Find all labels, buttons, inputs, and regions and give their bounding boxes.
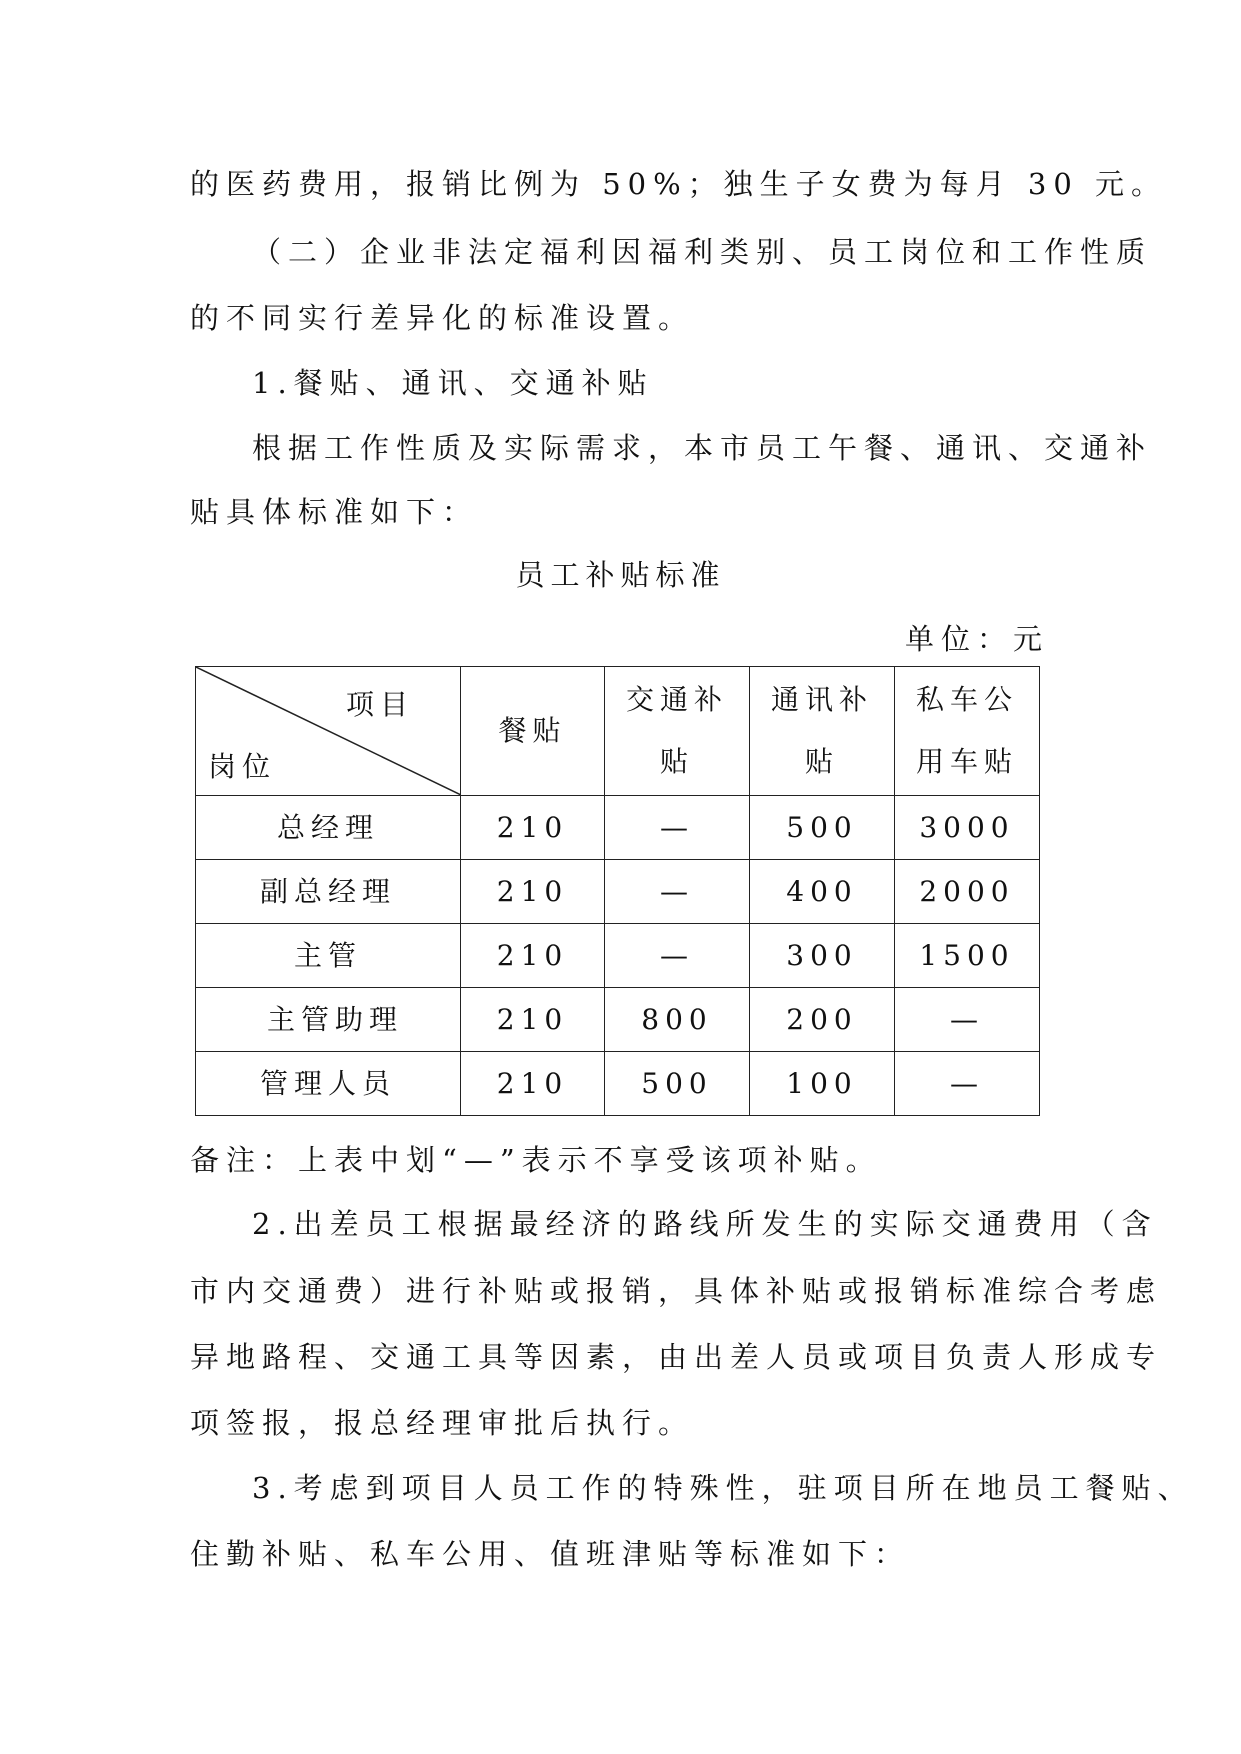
table-unit: 单位：元 [904, 622, 1049, 656]
cell-traffic: — [605, 924, 750, 988]
text-line: 根据工作性质及实际需求，本市员工午餐、通讯、交通补 [252, 431, 1153, 465]
table-row [196, 860, 1040, 924]
cell-meal: 210 [461, 1052, 605, 1116]
cell-comm: 100 [750, 1052, 895, 1116]
text-line: 异地路程、交通工具等因素，由出差人员或项目负责人形成专 [190, 1340, 1163, 1374]
table-title: 员工补贴标准 [515, 558, 726, 592]
corner-label-item: 项目 [345, 688, 414, 721]
cell-car: — [895, 988, 1040, 1052]
cell-meal: 210 [461, 796, 605, 860]
table-header-row [196, 667, 1040, 796]
header-car-line2: 用车贴 [915, 745, 1018, 778]
cell-comm: 400 [750, 860, 895, 924]
header-car [895, 667, 1040, 796]
header-traffic-line2: 贴 [659, 745, 694, 778]
header-comm [750, 667, 895, 796]
cell-car: 3000 [895, 796, 1040, 860]
header-meal [461, 667, 605, 796]
table-note: 备注：上表中划“—”表示不享受该项补贴。 [190, 1143, 882, 1177]
table-row [196, 924, 1040, 988]
subsidy-table [195, 666, 1040, 1116]
cell-comm: 200 [750, 988, 895, 1052]
text-line: 贴具体标准如下： [190, 495, 479, 529]
corner-header-cell [196, 667, 461, 796]
header-traffic [605, 667, 750, 796]
text-line: 的不同实行差异化的标准设置。 [190, 301, 695, 335]
text-line: 项签报，报总经理审批后执行。 [190, 1406, 695, 1440]
cell-car: 1500 [895, 924, 1040, 988]
cell-car: 2000 [895, 860, 1040, 924]
table-row [196, 1052, 1040, 1116]
corner-label-post: 岗位 [208, 750, 277, 783]
table-row [196, 796, 1040, 860]
text-line: 市内交通费）进行补贴或报销，具体补贴或报销标准综合考虑 [190, 1274, 1163, 1308]
text-line: 的医药费用，报销比例为 50%；独生子女费为每月 30 元。 [190, 167, 1168, 201]
cell-comm: 500 [750, 796, 895, 860]
header-comm-line1: 通讯补 [770, 683, 873, 716]
cell-traffic: — [605, 860, 750, 924]
cell-traffic: — [605, 796, 750, 860]
cell-post: 总经理 [196, 796, 461, 860]
table-row [196, 988, 1040, 1052]
text-line: 1.餐贴、通讯、交通补贴 [252, 366, 654, 400]
header-traffic-line1: 交通补 [625, 683, 728, 716]
cell-meal: 210 [461, 924, 605, 988]
text-line: 2.出差员工根据最经济的路线所发生的实际交通费用（含 [252, 1207, 1158, 1241]
cell-post: 主管 [196, 924, 461, 988]
header-comm-line2: 贴 [804, 745, 839, 778]
cell-meal: 210 [461, 860, 605, 924]
cell-post: 主管助理 [196, 988, 461, 1052]
cell-traffic: 800 [605, 988, 750, 1052]
cell-post: 管理人员 [196, 1052, 461, 1116]
text-line: 3.考虑到项目人员工作的特殊性，驻项目所在地员工餐贴、 [252, 1471, 1194, 1505]
header-meal-label: 餐贴 [498, 714, 567, 747]
cell-traffic: 500 [605, 1052, 750, 1116]
cell-post: 副总经理 [196, 860, 461, 924]
text-line: （二）企业非法定福利因福利类别、员工岗位和工作性质 [252, 235, 1153, 269]
text-line: 住勤补贴、私车公用、值班津贴等标准如下： [190, 1537, 911, 1571]
cell-car: — [895, 1052, 1040, 1116]
cell-meal: 210 [461, 988, 605, 1052]
header-car-line1: 私车公 [915, 683, 1018, 716]
cell-comm: 300 [750, 924, 895, 988]
